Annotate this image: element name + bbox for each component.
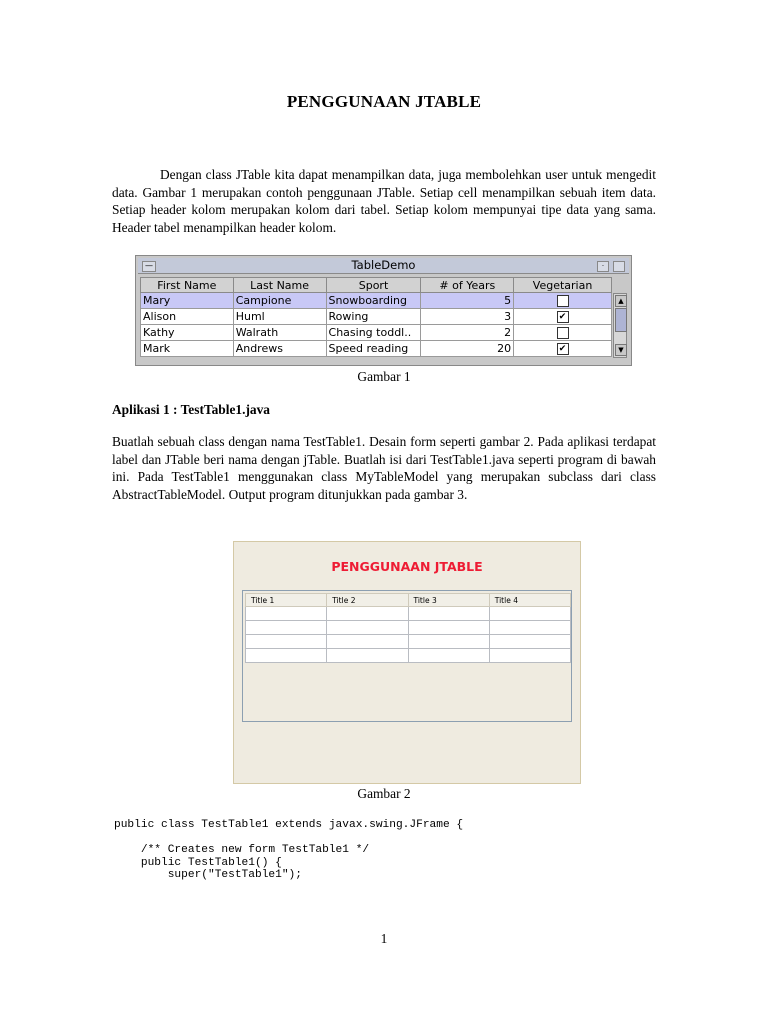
cell-years[interactable]: 2 [421,325,514,341]
vegetarian-checkbox[interactable]: ✔ [557,343,569,355]
column-header[interactable]: First Name [141,278,234,293]
vertical-scrollbar[interactable] [613,293,627,358]
cell-last-name[interactable]: Huml [233,309,326,325]
cell-first-name[interactable]: Kathy [141,325,234,341]
table-cell[interactable] [246,621,327,635]
table-cell[interactable] [408,649,489,663]
column-header[interactable]: Title 4 [489,594,570,607]
column-header[interactable]: Title 2 [327,594,408,607]
table-cell[interactable] [489,635,570,649]
table-cell[interactable] [327,635,408,649]
table-cell[interactable] [246,635,327,649]
exercise-paragraph: Buatlah sebuah class dengan nama TestTable1. Desain form seperti gambar 2. Pada aplikasi terdapat label dan JTable beri nama dengan jTable. Buatlah isi dari TestTable1.java seperti program di bawah ini. Pada TestTable1 menggunakan class MyTableModel yang merupakan subclass dari class AbstractTableModel. Output program ditunjukkan pada gambar 3. [112,434,656,502]
column-header[interactable]: Title 1 [246,594,327,607]
table-cell[interactable] [246,607,327,621]
cell-last-name[interactable]: Walrath [233,325,326,341]
table-cell[interactable] [489,649,570,663]
form-jtable [245,593,571,663]
window-menu-icon[interactable]: — [142,261,156,272]
section-heading: Aplikasi 1 : TestTable1.java [112,402,270,417]
table-cell[interactable] [489,607,570,621]
cell-sport[interactable]: Snowboarding [326,293,421,309]
figure-1-tabledemo-window [135,255,632,366]
table-cell[interactable] [489,621,570,635]
scroll-up-arrow-icon[interactable]: ▲ [615,295,627,307]
maximize-icon[interactable] [613,261,625,272]
table-row[interactable] [246,621,571,635]
table-header-row [246,594,571,607]
cell-first-name[interactable]: Mary [141,293,234,309]
table-cell[interactable] [246,649,327,663]
code-snippet: public class TestTable1 extends javax.swing.JFrame { /** Creates new form TestTable1 */ public TestTable1() { super("TestTable1"); [114,819,464,882]
column-header[interactable]: Vegetarian [514,278,612,293]
column-header[interactable]: Sport [326,278,421,293]
column-header[interactable]: Title 3 [408,594,489,607]
page-number: 1 [380,931,388,946]
table-row[interactable] [141,325,612,341]
table-cell[interactable] [327,621,408,635]
vegetarian-checkbox[interactable] [557,295,569,307]
cell-years[interactable]: 3 [421,309,514,325]
table-cell[interactable] [408,607,489,621]
table-cell[interactable] [327,607,408,621]
cell-years[interactable]: 20 [421,341,514,357]
page-title: PENGGUNAAN JTABLE [286,92,482,111]
figure-2-caption: Gambar 2 [357,786,411,801]
table-row[interactable] [246,635,571,649]
scrollbar-thumb[interactable] [615,308,627,332]
intro-paragraph: Dengan class JTable kita dapat menampilkan data, juga membolehkan user untuk mengedit data. Gambar 1 merupakan contoh penggunaan JTable. Setiap cell menampilkan sebuah item data. Setiap header kolom merupakan kolom dari tabel. Setiap kolom mempunyai tipe data yang sama. Header tabel menampilkan header kolom. [112,167,656,235]
cell-years[interactable]: 5 [421,293,514,309]
scroll-down-arrow-icon[interactable]: ▼ [615,344,627,356]
cell-last-name[interactable]: Andrews [233,341,326,357]
cell-sport[interactable]: Speed reading [326,341,421,357]
cell-first-name[interactable]: Mark [141,341,234,357]
table-cell[interactable] [408,635,489,649]
vegetarian-checkbox[interactable]: ✔ [557,311,569,323]
table-row[interactable] [141,341,612,357]
jtable-grid [140,277,612,357]
minimize-icon[interactable]: · [597,261,609,272]
table-row[interactable] [141,293,612,309]
column-header[interactable]: # of Years [421,278,514,293]
table-row[interactable] [246,649,571,663]
vegetarian-checkbox[interactable] [557,327,569,339]
figure-2-form-design [233,541,581,784]
window-titlebar [138,258,629,274]
cell-last-name[interactable]: Campione [233,293,326,309]
column-header[interactable]: Last Name [233,278,326,293]
table-header-row [141,278,612,293]
table-scroll-pane [242,590,572,722]
table-cell[interactable] [408,621,489,635]
table-row[interactable] [141,309,612,325]
table-cell[interactable] [327,649,408,663]
window-title: TableDemo [351,258,416,272]
cell-first-name[interactable]: Alison [141,309,234,325]
table-row[interactable] [246,607,571,621]
cell-sport[interactable]: Chasing toddl.. [326,325,421,341]
form-title-label: PENGGUNAAN JTABLE [331,559,483,574]
figure-1-caption: Gambar 1 [357,369,411,384]
cell-sport[interactable]: Rowing [326,309,421,325]
